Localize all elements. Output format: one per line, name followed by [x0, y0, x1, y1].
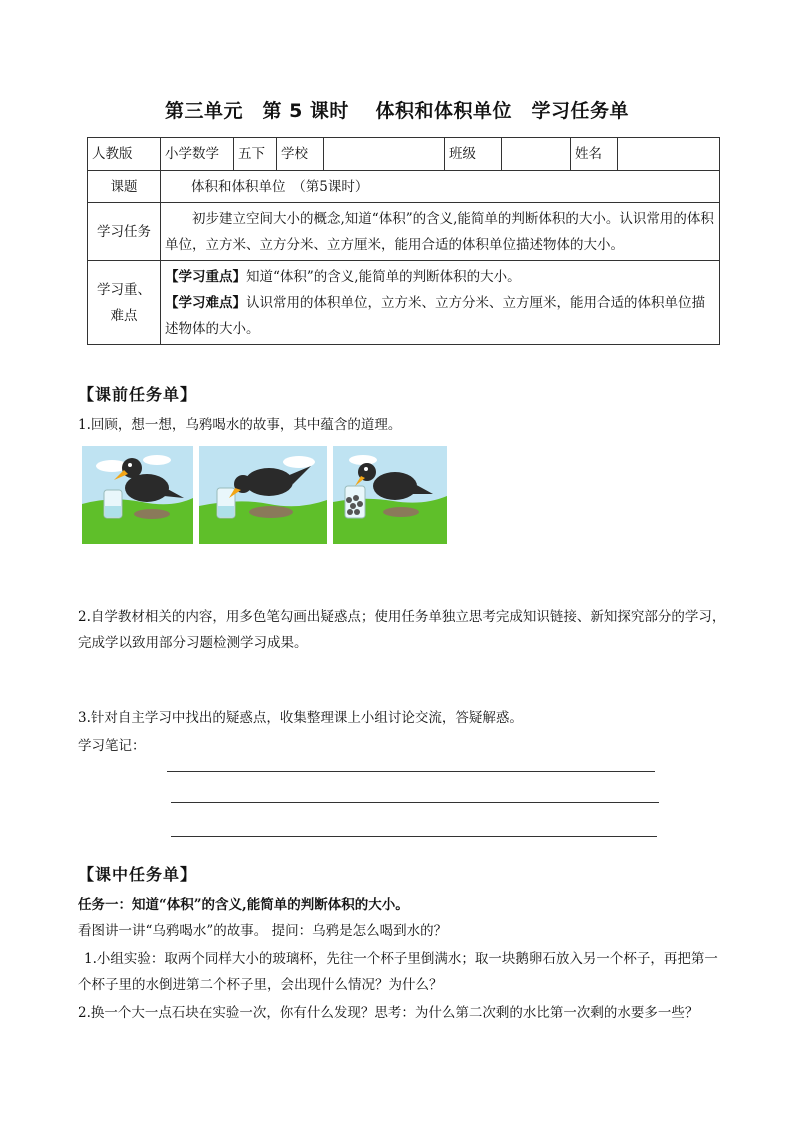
school-label: 学校: [277, 138, 324, 171]
topic-label: 课题: [88, 171, 161, 203]
key-label-line1: 学习重、: [97, 281, 151, 298]
task-one: 任务一：知道“体积”的含义,能简单的判断体积的大小。: [78, 897, 409, 913]
info-table: [87, 137, 720, 345]
task-value: 初步建立空间大小的概念,知道“体积”的含义,能简单的判断体积的大小。认识常用的体积单位，立方米、立方分米、立方厘米，能用合适的体积单位描述物体的大小。: [161, 203, 720, 261]
class-label: 班级: [445, 138, 502, 171]
notes-label: 学习笔记：: [78, 738, 146, 754]
name-label: 姓名: [571, 138, 618, 171]
publisher-cell: 人教版: [88, 138, 161, 171]
crow-image-1: [82, 446, 193, 544]
key-label-line2: 难点: [110, 307, 138, 324]
in-class-heading: 【课中任务单】: [78, 865, 198, 884]
key-point-text: 知道“体积”的含义,能简单的判断体积的大小。: [246, 268, 521, 285]
experiment-1: 1.小组实验：取两个同样大小的玻璃杯，先往一个杯子里倒满水；取一块鹅卵石放入另一个杯子，再把第一个杯子里的水倒进第二个杯子里，会出现什么情况？为什么？: [78, 951, 718, 993]
topic-value: 体积和体积单位 （第5课时）: [161, 171, 720, 203]
key-points-cell: [161, 261, 720, 345]
difficulty-text: 认识常用的体积单位，立方米、立方分米、立方厘米，能用合适的体积单位描述物体的大小。: [165, 294, 705, 337]
page-title: 第三单元 第 5 课时 体积和体积单位 学习任务单: [164, 100, 630, 122]
notes-line-2[interactable]: [171, 802, 659, 803]
key-point-line: [165, 264, 715, 290]
crow-image-2: [199, 446, 327, 544]
notes-line-1[interactable]: [167, 771, 655, 772]
notes-line-3[interactable]: [171, 836, 657, 837]
difficulty-line: [165, 290, 715, 342]
pre-item-1: 1.回顾，想一想，乌鸦喝水的故事，其中蕴含的道理。: [78, 417, 402, 433]
name-field[interactable]: [618, 138, 720, 171]
pre-class-heading: 【课前任务单】: [78, 385, 198, 404]
key-point-tag: 【学习重点】: [165, 268, 246, 285]
story-prompt: 看图讲一讲“乌鸦喝水”的故事。 提问：乌鸦是怎么喝到水的？: [78, 923, 448, 939]
difficulty-tag: 【学习难点】: [165, 294, 246, 311]
crow-image-3: [333, 446, 447, 544]
grade-cell: 五下: [234, 138, 277, 171]
experiment-2: 2.换一个大一点石块在实验一次，你有什么发现？思考：为什么第二次剩的水比第一次剩的水要多一些？: [78, 1005, 699, 1021]
key-label: [88, 261, 161, 345]
class-field[interactable]: [502, 138, 571, 171]
task-label: 学习任务: [88, 203, 161, 261]
school-field[interactable]: [324, 138, 445, 171]
pre-item-3: 3.针对自主学习中找出的疑惑点，收集整理课上小组讨论交流，答疑解惑。: [78, 710, 523, 726]
subject-cell: 小学数学: [161, 138, 234, 171]
pre-item-2: 2.自学教材相关的内容，用多色笔勾画出疑惑点；使用任务单独立思考完成知识链接、新知探究部分的学习，完成学以致用部分习题检测学习成果。: [78, 609, 726, 651]
